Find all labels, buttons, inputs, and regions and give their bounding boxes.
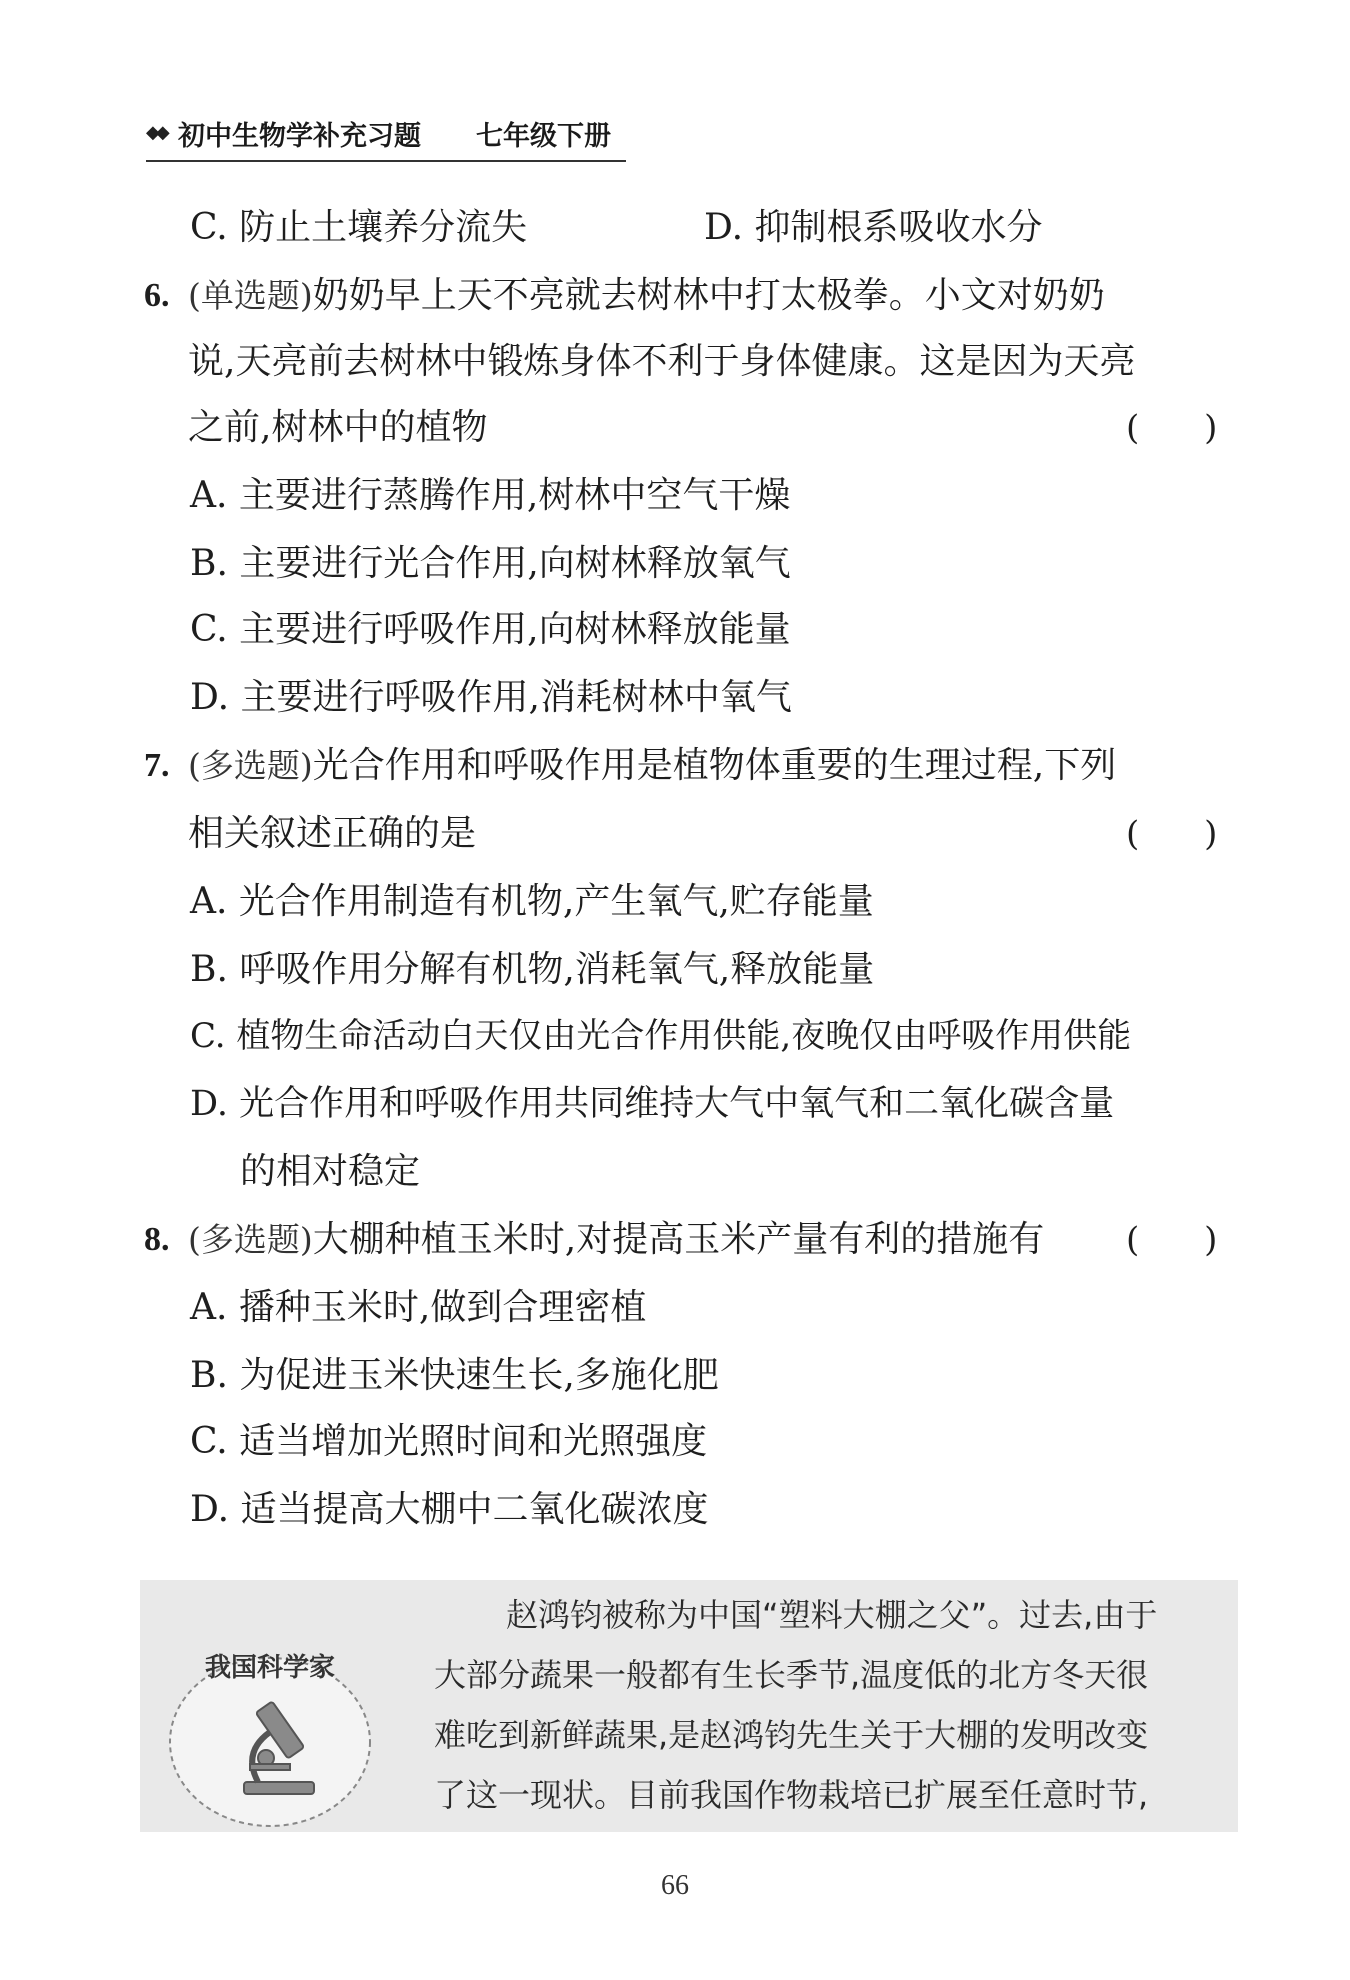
q6-option-d: D. 主要进行呼吸作用,消耗树林中氧气: [190, 677, 792, 718]
q7-option-d-continued: 的相对稳定: [240, 1151, 421, 1192]
q8-stem: [188, 1218, 1044, 1262]
q7-option-b: B. 呼吸作用分解有机物,消耗氧气,释放能量: [190, 949, 875, 990]
box-line-1: 赵鸿钧被称为中国“塑料大棚之父”。过去,由于: [506, 1596, 1158, 1634]
q8-option-d: D. 适当提高大棚中二氧化碳浓度: [190, 1489, 709, 1530]
box-line-4: 了这一现状。目前我国作物栽培已扩展至任意时节,: [434, 1776, 1149, 1814]
q8-type: (多选题): [188, 1220, 313, 1259]
q7-option-c: C. 植物生命活动白天仅由光合作用供能,夜晚仅由呼吸作用供能: [190, 1016, 1132, 1056]
q7-stem-line-1: [188, 744, 1116, 788]
q8-stem-text: 大棚种植玉米时,对提高玉米产量有利的措施有: [312, 1219, 1045, 1260]
q8-answer-blank: ( ): [1126, 1220, 1218, 1260]
scientist-info-box: [140, 1580, 1238, 1832]
diamond-bullets-icon: ◆◆: [146, 122, 166, 143]
q6-type: (单选题): [188, 276, 313, 315]
book-grade: 七年级下册: [476, 121, 611, 152]
q6-option-c: C. 主要进行呼吸作用,向树林释放能量: [190, 609, 791, 650]
q7-option-a: A. 光合作用制造有机物,产生氧气,贮存能量: [190, 881, 874, 922]
q7-option-d: D. 光合作用和呼吸作用共同维持大气中氧气和二氧化碳含量: [190, 1084, 1115, 1124]
running-header: [146, 112, 626, 162]
q5-option-c: C. 防止土壤养分流失: [190, 207, 528, 248]
q6-stem-text-1: 奶奶早上天不亮就去树林中打太极拳。小文对奶奶: [312, 275, 1105, 316]
q6-stem-line-2: 说,天亮前去树林中锻炼身体不利于身体健康。这是因为天亮: [188, 341, 1136, 382]
box-line-2: 大部分蔬果一般都有生长季节,温度低的北方冬天很: [434, 1656, 1149, 1694]
q5-option-d: D. 抑制根系吸收水分: [704, 207, 1043, 248]
q8-option-a: A. 播种玉米时,做到合理密植: [190, 1287, 647, 1328]
q7-type: (多选题): [188, 746, 313, 785]
q7-stem-line-2: 相关叙述正确的是: [188, 813, 477, 854]
book-title: 初中生物学补充习题: [178, 121, 421, 152]
q6-option-b: B. 主要进行光合作用,向树林释放氧气: [190, 543, 791, 584]
q8-option-c: C. 适当增加光照时间和光照强度: [190, 1421, 708, 1462]
badge-text: 我国科学家: [204, 1653, 336, 1683]
q7-stem-text-1: 光合作用和呼吸作用是植物体重要的生理过程,下列: [312, 745, 1117, 786]
q8-option-b: B. 为促进玉米快速生长,多施化肥: [190, 1355, 719, 1396]
page-number: 66: [661, 1870, 689, 1901]
q8-number: 8.: [144, 1221, 170, 1258]
box-line-3: 难吃到新鲜蔬果,是赵鸿钧先生关于大棚的发明改变: [434, 1716, 1149, 1754]
q7-answer-blank: ( ): [1126, 814, 1218, 854]
q6-number: 6.: [144, 277, 170, 314]
q6-stem-line-1: [188, 274, 1105, 318]
q6-option-a: A. 主要进行蒸腾作用,树林中空气干燥: [190, 475, 791, 516]
q7-number: 7.: [144, 747, 170, 784]
q6-stem-line-3: 之前,树林中的植物: [188, 407, 488, 448]
q6-answer-blank: ( ): [1126, 408, 1218, 448]
microscope-badge-icon: [162, 1632, 378, 1828]
